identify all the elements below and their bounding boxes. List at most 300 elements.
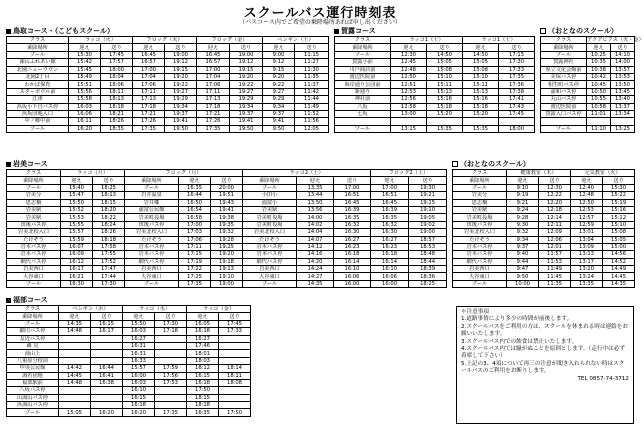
- table-cell: 山湯山バス停: [7, 394, 59, 401]
- table-row: [7, 214, 447, 221]
- table-cell: 9:34: [507, 236, 539, 243]
- table-cell: 15:59: [61, 236, 93, 243]
- table-cell: 19:41: [230, 118, 263, 125]
- table-cell: 9:24: [507, 206, 539, 213]
- table-cell: 15:57: [61, 229, 93, 236]
- table-cell: 16:10: [334, 266, 371, 273]
- table-cell: 19:50: [165, 125, 197, 132]
- table-cell: 14:50: [463, 51, 499, 58]
- table-row: [335, 66, 535, 73]
- table-subheader-cell: 迎え: [587, 44, 611, 51]
- table-cell: [219, 350, 251, 357]
- table-cell: 16:35: [179, 184, 211, 191]
- page-subtitle: （バスコース内でご希望の乗降場所あれば申し出ください）: [239, 19, 401, 26]
- table-cell: 15:12: [603, 214, 635, 221]
- iwami-timetable: [6, 169, 447, 288]
- table-row: [453, 243, 635, 250]
- table-cell: 9:32: [507, 229, 539, 236]
- table-cell: 9:12: [263, 59, 295, 66]
- table-cell: 12:01: [539, 243, 571, 250]
- table-cell: 17:13: [133, 96, 165, 103]
- table-row: [7, 320, 251, 327]
- table-cell: 12:40: [571, 184, 603, 191]
- table-cell: 19:22: [230, 81, 263, 88]
- table-cell: 神社前: [335, 96, 391, 103]
- table-header-cell: アクアビクス（火・金）: [587, 37, 644, 44]
- table-subheader-cell: 迎え: [61, 177, 93, 184]
- section-label-adult2: （おとなのスクール）: [452, 159, 530, 169]
- table-cell: 浦富公民館: [125, 206, 179, 213]
- table-cell: 17:35: [499, 73, 535, 80]
- table-cell: 16:14: [334, 258, 371, 265]
- table-cell: 17:03: [179, 229, 211, 236]
- table-cell: 17:59: [155, 365, 187, 372]
- table-cell: 14:04: [297, 229, 334, 236]
- table-header-cell: ラッコ2（土）: [243, 170, 371, 177]
- table-cell: 16:18: [123, 402, 155, 409]
- table-cell: 19:41: [211, 206, 243, 213]
- table-cell: 網代バス停: [453, 258, 507, 265]
- table-cell: 12:30: [391, 51, 427, 58]
- table-cell: 9:34: [263, 103, 295, 110]
- table-cell: 19:27: [165, 88, 197, 95]
- table-cell: [219, 342, 251, 349]
- table-cell: 19:10: [211, 273, 243, 280]
- table-cell: 12:05: [295, 125, 329, 132]
- table-cell: 小田小: [243, 192, 297, 199]
- table-cell: 14:00: [611, 59, 635, 66]
- table-cell: 16:12: [61, 258, 93, 265]
- table-subheader-cell: 乗降場所: [335, 44, 391, 51]
- table-cell: 11:57: [539, 251, 571, 258]
- table-cell: 岩美北校入口: [243, 229, 297, 236]
- table-cell: 16:57: [197, 59, 230, 66]
- table-cell: 16:35: [334, 214, 371, 221]
- table-cell: 田後バス停: [125, 221, 179, 228]
- table-row: [453, 199, 635, 206]
- table-cell: 15:49: [69, 73, 101, 80]
- table-row: [541, 81, 635, 88]
- table-cell: 15:18: [463, 103, 499, 110]
- table-cell: 15:53: [61, 214, 93, 221]
- table-cell: 田後バス停: [453, 221, 507, 228]
- page-title: スクールバス運行時刻表: [243, 6, 397, 21]
- table-header-cell: 健康教室（木）: [507, 170, 571, 177]
- table-cell: 17:53: [155, 379, 187, 386]
- kaishi-timetable: [334, 36, 535, 133]
- table-cell: 16:51: [334, 192, 371, 199]
- table-cell: 17:00: [371, 184, 409, 191]
- table-cell: 16:07: [61, 243, 93, 250]
- table-cell: 19:12: [165, 59, 197, 66]
- table-cell: 15:20: [463, 110, 499, 117]
- table-header-cell: ペンギン（土）: [263, 37, 329, 44]
- section-label-tottori: 鳥取コース・（こどもスクール）: [6, 26, 114, 36]
- table-cell: 16:03: [123, 328, 155, 335]
- table-cell: [91, 350, 123, 357]
- table-cell: 11:44: [295, 96, 329, 103]
- table-cell: 17:35: [155, 409, 187, 416]
- table-row: [541, 125, 635, 132]
- table-cell: プール: [7, 280, 61, 287]
- table-cell: 浜湯山バス停: [7, 402, 59, 409]
- table-cell: 13:35: [297, 184, 334, 191]
- table-cell: 湖山ふれあい館: [7, 59, 69, 66]
- table-subheader-cell: 迎え: [187, 313, 219, 320]
- table-row: [335, 88, 535, 95]
- table-header-cell: クラス: [7, 170, 61, 177]
- table-cell: 八重原分校前: [7, 357, 59, 364]
- table-cell: 賀露小前: [335, 59, 391, 66]
- table-subheader-cell: 乗降場所: [541, 44, 587, 51]
- table-cell: 15:11: [463, 81, 499, 88]
- table-cell: 15:56: [69, 88, 101, 95]
- table-cell: 12:18: [539, 206, 571, 213]
- table-subheader-cell: 送り: [230, 44, 263, 51]
- square-outline-icon: [452, 161, 458, 167]
- table-row: [7, 229, 447, 236]
- table-cell: 川戸商店前: [335, 66, 391, 73]
- table-cell: 12:50: [391, 73, 427, 80]
- table-cell: 15:42: [69, 59, 101, 66]
- table-cell: 15:52: [61, 206, 93, 213]
- table-subheader-cell: 送り: [295, 44, 329, 51]
- table-row: [7, 372, 251, 379]
- table-cell: 14:35: [603, 280, 635, 287]
- table-cell: 12:09: [539, 229, 571, 236]
- table-cell: 19:00: [230, 51, 263, 58]
- table-cell: 13:09: [571, 243, 603, 250]
- table-cell: 13:50: [611, 81, 635, 88]
- table-subheader-cell: 迎え: [391, 44, 427, 51]
- table-cell: 中央公民館: [7, 365, 59, 372]
- table-cell: 17:21: [197, 110, 230, 117]
- table-cell: [91, 357, 123, 364]
- table-cell: 19:05: [409, 214, 447, 221]
- table-subheader-cell: 送り: [165, 44, 197, 51]
- table-cell: 14:07: [297, 236, 334, 243]
- table-cell: 14:45: [603, 273, 635, 280]
- table-cell: 岩本バス停: [7, 251, 61, 258]
- table-cell: 17:35: [179, 280, 211, 287]
- note-item: 2.スクールバスをご利用の方は、スクールを休まれる時は連絡をお願いいたします。: [461, 323, 628, 338]
- table-cell: 13:04: [571, 236, 603, 243]
- table-row: [7, 266, 447, 273]
- table-header-cell: ラッコ1（土）: [463, 37, 535, 44]
- table-cell: 9:21: [507, 199, 539, 206]
- table-cell: 浜坂団地入口: [7, 110, 69, 117]
- table-cell: 19:28: [211, 236, 243, 243]
- table-cell: [541, 118, 587, 125]
- table-cell: 19:38: [211, 214, 243, 221]
- table-cell: 14:02: [297, 221, 334, 228]
- table-subheader-cell: 送り: [211, 177, 243, 184]
- table-cell: 岩本バス停: [453, 251, 507, 258]
- table-row: [7, 184, 447, 191]
- table-cell: 10:50: [587, 88, 611, 95]
- table-cell: プール: [335, 51, 391, 58]
- table-row: [541, 88, 635, 95]
- table-header-cell: クラス: [7, 37, 69, 44]
- table-cell: 17:19: [179, 258, 211, 265]
- table-cell: 八坂: [335, 103, 391, 110]
- table-cell: 9:10: [507, 184, 539, 191]
- table-row: [7, 125, 329, 132]
- table-cell: 19:20: [230, 73, 263, 80]
- table-cell: 県立文化会館前: [541, 66, 587, 73]
- table-cell: [463, 118, 499, 125]
- table-cell: 18:53: [409, 243, 447, 250]
- table-cell: 14:12: [297, 243, 334, 250]
- table-cell: 16:18: [187, 328, 219, 335]
- table-row: [453, 280, 635, 287]
- table-cell: 9:30: [507, 221, 539, 228]
- table-cell: 15:00: [603, 243, 635, 250]
- table-row: [335, 125, 535, 132]
- table-row: [7, 110, 329, 117]
- table-cell: 北園2丁目: [7, 73, 69, 80]
- table-cell: 岩美北校入口: [453, 229, 507, 236]
- table-cell: 16:57: [133, 59, 165, 66]
- table-row: [335, 118, 535, 125]
- table-row: [7, 81, 329, 88]
- table-cell: [155, 402, 187, 409]
- table-cell: 9:29: [263, 96, 295, 103]
- table-cell: 10:42: [587, 73, 611, 80]
- table-cell: 17:38: [499, 88, 535, 95]
- table-cell: 15:18: [427, 103, 463, 110]
- table-cell: 9:15: [263, 66, 295, 73]
- table-cell: プール: [125, 280, 179, 287]
- table-row: [7, 243, 447, 250]
- table-cell: 14:50: [427, 51, 463, 58]
- table-cell: 15:45: [69, 66, 101, 73]
- table-cell: 17:26: [133, 118, 165, 125]
- table-cell: たけぞう: [243, 236, 297, 243]
- table-cell: 岩美分: [7, 192, 61, 199]
- table-cell: 15:35: [463, 125, 499, 132]
- table-cell: 17:44: [93, 273, 125, 280]
- notes-heading: ＊注意事項: [461, 309, 489, 315]
- table-cell: 17:30: [499, 59, 535, 66]
- table-row: [453, 206, 635, 213]
- table-cell: 15:16: [603, 206, 635, 213]
- table-cell: 網代バス停: [243, 258, 297, 265]
- table-cell: 16:32: [334, 221, 371, 228]
- table-header-cell: ペンギン（水）: [59, 306, 123, 313]
- table-cell: 19:27: [230, 88, 263, 95]
- table-cell: [611, 118, 635, 125]
- table-cell: 恩志橋: [453, 199, 507, 206]
- table-cell: 13:20: [571, 266, 603, 273]
- table-subheader-cell: 送り: [539, 177, 571, 184]
- table-cell: 17:45: [219, 320, 251, 327]
- table-cell: 16:20: [91, 409, 123, 416]
- table-cell: プール: [243, 280, 297, 287]
- table-row: [7, 192, 447, 199]
- table-cell: 岩美駅: [7, 206, 61, 213]
- table-cell: 16:27: [334, 236, 371, 243]
- table-subheader-cell: 迎え: [197, 44, 230, 51]
- table-cell: 17:58: [93, 243, 125, 250]
- table-cell: 16:31: [123, 342, 155, 349]
- table-row: [7, 66, 329, 73]
- note-item: 4.スクールバス内では騒がぬことを原則とします。（走行中は必ず着席して下さい）: [461, 346, 625, 360]
- table-cell: 19:37: [230, 110, 263, 117]
- table-cell: 岩井温泉: [125, 192, 179, 199]
- table-cell: 17:22: [179, 266, 211, 273]
- table-cell: 13:34: [611, 110, 635, 117]
- table-subheader-cell: 迎え: [371, 177, 409, 184]
- table-cell: 16:30: [371, 229, 409, 236]
- table-cell: [391, 118, 427, 125]
- table-row: [7, 59, 329, 66]
- table-cell: 12:58: [391, 103, 427, 110]
- table-cell: 17:18: [197, 103, 230, 110]
- table-cell: 16:54: [179, 206, 211, 213]
- table-cell: 16:39: [371, 206, 409, 213]
- table-cell: 9:50: [263, 125, 295, 132]
- table-cell: [91, 335, 123, 342]
- table-cell: 岩美駅: [243, 206, 297, 213]
- table-subheader-cell: 迎え: [133, 44, 165, 51]
- table-cell: 17:43: [499, 103, 535, 110]
- tottori-timetable: [6, 36, 329, 133]
- table-cell: 岩美西口: [7, 266, 61, 273]
- table-cell: 八坂バス停: [7, 387, 59, 394]
- table-subheader-cell: 乗降場所: [7, 313, 59, 320]
- table-cell: [219, 335, 251, 342]
- table-cell: プール: [7, 125, 69, 132]
- table-row: [7, 236, 447, 243]
- table-cell: 9:00: [263, 51, 295, 58]
- table-cell: 16:06: [371, 273, 409, 280]
- table-cell: 岩美西口: [453, 266, 507, 273]
- table-row: [453, 184, 635, 191]
- table-cell: 9:40: [507, 251, 539, 258]
- table-cell: 16:17: [61, 266, 93, 273]
- table-row: [541, 96, 635, 103]
- table-row: [541, 110, 635, 117]
- table-cell: 17:50: [219, 409, 251, 416]
- table-cell: 16:20: [123, 409, 155, 416]
- table-subheader-cell: 送り: [219, 313, 251, 320]
- table-cell: 岩美町役場: [125, 214, 179, 221]
- table-cell: 9:28: [507, 214, 539, 221]
- table-cell: 16:06: [334, 273, 371, 280]
- table-cell: たけぞう: [125, 236, 179, 243]
- table-cell: 17:35: [133, 125, 165, 132]
- table-cell: 15:10: [463, 73, 499, 80]
- table-cell: 16:10: [371, 266, 409, 273]
- table-cell: 17:25: [179, 273, 211, 280]
- table-cell: 9:20: [263, 73, 295, 80]
- table-cell: 16:18: [334, 251, 371, 258]
- table-cell: 12:53: [571, 206, 603, 213]
- table-cell: 16:20: [69, 125, 101, 132]
- table-cell: 岩本バス停: [453, 243, 507, 250]
- table-cell: 17:45: [499, 110, 535, 117]
- table-cell: [59, 402, 91, 409]
- table-cell: 16:05: [187, 320, 219, 327]
- table-cell: 14:48: [59, 379, 91, 386]
- table-row: [7, 258, 447, 265]
- table-row: [453, 192, 635, 199]
- table-cell: 17:00: [179, 221, 211, 228]
- table-cell: 16:17: [91, 328, 123, 335]
- table-cell: 11:35: [539, 280, 571, 287]
- table-subheader-cell: 迎え: [297, 177, 334, 184]
- section-label-fukube: 福部コース: [6, 295, 48, 305]
- table-cell: 福部駅前: [7, 379, 59, 386]
- table-cell: 17:30: [93, 280, 125, 287]
- table-cell: 13:53: [611, 73, 635, 80]
- table-cell: 岩美分: [453, 192, 507, 199]
- table-cell: 15:16: [463, 96, 499, 103]
- table-cell: プール: [453, 184, 507, 191]
- table-row: [7, 280, 447, 287]
- table-cell: 17:33: [219, 328, 251, 335]
- section-label-iwami: 岩美コース: [6, 159, 48, 169]
- table-cell: 18:14: [219, 365, 251, 372]
- table-cell: [91, 387, 123, 394]
- table-header-cell: クラス: [335, 37, 391, 44]
- table-cell: 16:35: [371, 214, 409, 221]
- note-item: 1.道路事情により多少の時間が前後します。: [461, 316, 573, 323]
- table-cell: 9:37: [263, 110, 295, 117]
- table-cell: 岩美北校入口: [125, 229, 179, 236]
- table-cell: プール: [541, 51, 587, 58]
- table-cell: [59, 335, 91, 342]
- table-cell: 16:23: [334, 243, 371, 250]
- table-cell: 19:34: [230, 103, 263, 110]
- table-row: [7, 365, 251, 372]
- table-cell: たけぞう: [453, 236, 507, 243]
- table-cell: 15:58: [69, 96, 101, 103]
- table-cell: 七坂: [335, 110, 391, 117]
- table-cell: 14:42: [59, 365, 91, 372]
- table-cell: 12:20: [539, 199, 571, 206]
- table-cell: 17:36: [499, 81, 535, 88]
- table-cell: 17:00: [334, 184, 371, 191]
- table-cell: 16:45: [197, 51, 230, 58]
- table-row: [453, 214, 635, 221]
- table-cell: 17:15: [179, 251, 211, 258]
- table-header-cell: ラッコ（月）: [61, 170, 125, 177]
- table-cell: 17:18: [155, 328, 187, 335]
- table-cell: 18:15: [187, 394, 219, 401]
- table-cell: 13:35: [571, 280, 603, 287]
- table-row: [335, 103, 535, 110]
- table-row: [7, 409, 251, 416]
- table-subheader-cell: 迎え: [463, 44, 499, 51]
- table-cell: 11:35: [295, 73, 329, 80]
- table-cell: 16:31: [123, 350, 155, 357]
- table-cell: 大谷東口: [7, 273, 61, 280]
- table-header-cell: ラッコ1（土）: [391, 37, 463, 44]
- table-cell: 11:49: [295, 103, 329, 110]
- table-cell: 17:04: [133, 73, 165, 80]
- table-cell: 11:30: [295, 66, 329, 73]
- table-subheader-cell: 送り: [101, 44, 133, 51]
- table-cell: 12:22: [539, 192, 571, 199]
- table-cell: 19:00: [165, 51, 197, 58]
- table-cell: [91, 342, 123, 349]
- table-cell: 19:34: [165, 103, 197, 110]
- table-cell: 16:15: [187, 372, 219, 379]
- table-cell: 岩美北校入口: [7, 229, 61, 236]
- table-cell: 17:52: [93, 258, 125, 265]
